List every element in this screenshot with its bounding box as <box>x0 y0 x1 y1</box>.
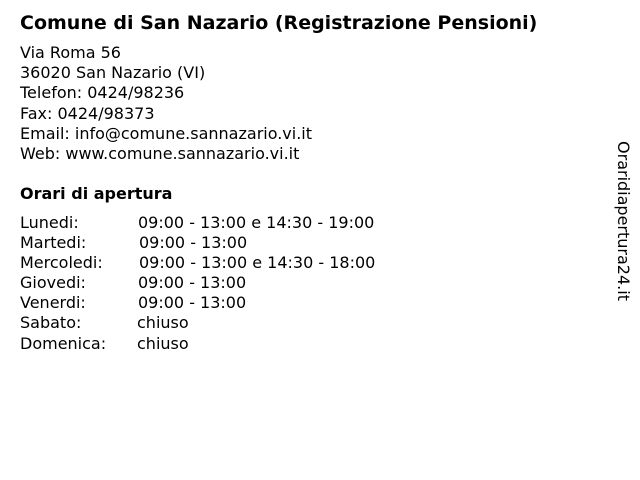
phone-line: Telefon: 0424/98236 <box>20 83 185 103</box>
day-label: Giovedi: <box>20 273 86 293</box>
day-label: Mercoledi: <box>20 253 103 273</box>
day-hours: 09:00 - 13:00 <box>138 293 247 313</box>
page-title: Comune di San Nazario (Registrazione Pensioni) <box>20 12 538 34</box>
day-hours: chiuso <box>137 333 189 353</box>
address-block <box>20 43 312 164</box>
day-label: Lunedi: <box>20 213 79 232</box>
hours-heading: Orari di apertura <box>20 184 173 203</box>
street-address: Via Roma 56 <box>20 43 121 62</box>
fax-line: Fax: 0424/98373 <box>20 103 155 123</box>
day-label: Martedi: <box>20 233 87 253</box>
email-line: Email: info@comune.sannazario.vi.it <box>20 123 313 143</box>
day-label: Venerdi: <box>20 293 86 313</box>
day-hours: 09:00 - 13:00 e 14:30 - 19:00 <box>138 213 375 232</box>
day-hours: 09:00 - 13:00 <box>139 233 248 253</box>
site-watermark: Oraridiapertura24.it <box>614 141 633 301</box>
day-label: Domenica: <box>20 333 107 353</box>
day-hours: 09:00 - 13:00 <box>138 273 247 293</box>
day-label: Sabato: <box>20 313 82 333</box>
day-hours: chiuso <box>137 313 189 333</box>
web-line: Web: www.comune.sannazario.vi.it <box>20 144 300 164</box>
postal-city: 36020 San Nazario (VI) <box>20 63 206 83</box>
day-hours: 09:00 - 13:00 e 14:30 - 18:00 <box>139 253 376 273</box>
